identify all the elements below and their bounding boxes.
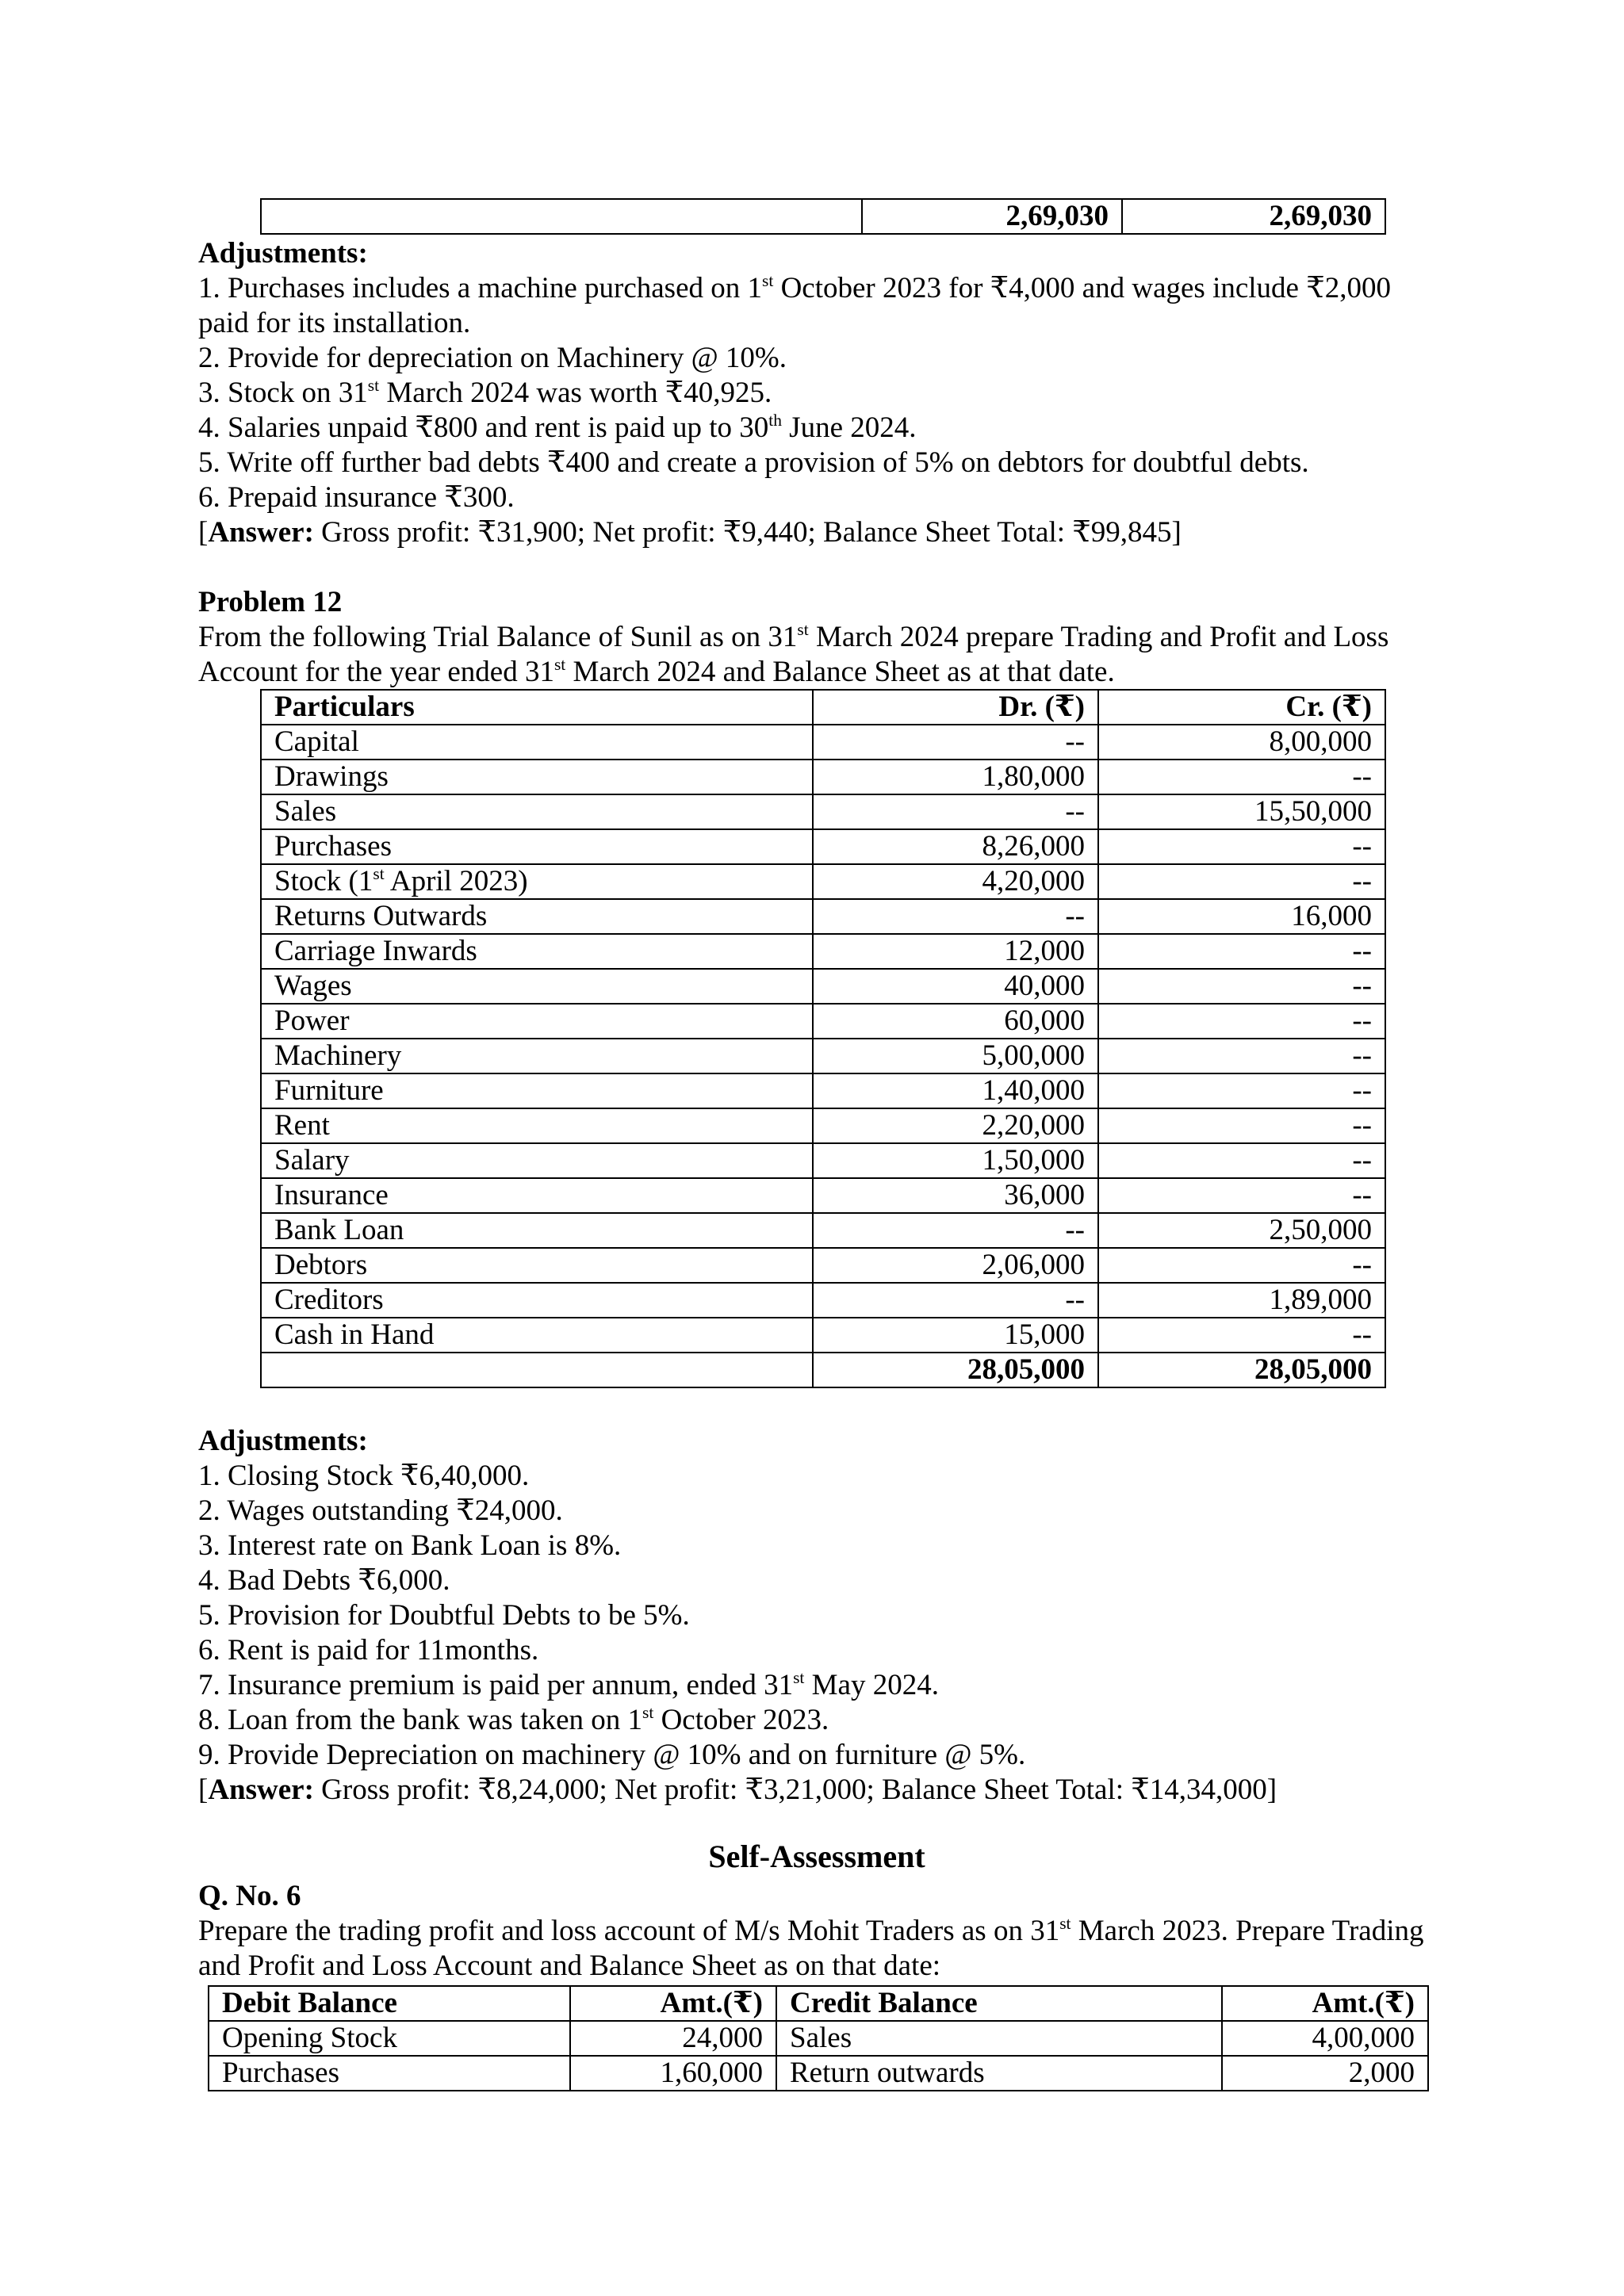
text-span: Prepare the trading profit and loss account of M/s Mohit Traders as on 31	[198, 1915, 1060, 1947]
particular-cell: Furniture	[261, 1073, 813, 1108]
cr-amount-cell: 16,000	[1098, 899, 1385, 934]
text-span: 5. Write off further bad debts ₹400 and create a provision of 5% on debtors for doubtful debts.	[198, 446, 1309, 479]
text-span: 2. Provide for depreciation on Machinery @ 10%.	[198, 342, 787, 374]
debit-amount-cell: 24,000	[570, 2021, 776, 2056]
debit-balance-cell: Opening Stock	[209, 2021, 570, 2056]
text-line	[198, 1459, 1435, 1494]
cr-amount-cell: --	[1098, 1108, 1385, 1143]
table-row	[261, 1248, 1385, 1283]
credit-amount-cell: 2,000	[1222, 2056, 1428, 2091]
text-span: June 2024.	[781, 411, 917, 444]
text-line	[198, 655, 1435, 690]
table-row	[261, 760, 1385, 794]
text-span: May 2024.	[804, 1669, 939, 1701]
cr-amount-cell: 2,50,000	[1098, 1213, 1385, 1248]
text-line	[198, 1914, 1435, 1949]
previous-table-totals	[260, 198, 1386, 235]
text-span: 7. Insurance premium is paid per annum, ended 31	[198, 1669, 794, 1701]
cr-amount-cell: --	[1098, 1039, 1385, 1073]
superscript: st	[642, 1702, 654, 1722]
particular-cell	[261, 1353, 813, 1387]
cr-amount-cell: --	[1098, 1073, 1385, 1108]
particular-cell: Capital	[261, 725, 813, 760]
adjustments-title: Adjustments:	[198, 237, 368, 270]
adjustments-section-12	[198, 1424, 1435, 1808]
text-line	[198, 1529, 1435, 1563]
superscript: st	[1059, 1913, 1071, 1933]
dr-amount-cell: 12,000	[813, 934, 1098, 969]
table-row	[261, 1004, 1385, 1039]
text-line	[198, 271, 1435, 306]
text-span: 1. Closing Stock ₹6,40,000.	[198, 1460, 530, 1492]
self-assessment-table	[208, 1985, 1429, 2091]
text-line	[198, 446, 1435, 480]
table-row	[261, 794, 1385, 829]
table-row	[261, 829, 1385, 864]
table-row	[261, 1283, 1385, 1318]
superscript: st	[553, 654, 566, 674]
debit-amount-cell: 1,60,000	[570, 2056, 776, 2091]
superscript: st	[762, 270, 774, 290]
dr-amount-cell: 4,20,000	[813, 864, 1098, 899]
table-row	[261, 725, 1385, 760]
dr-amount-cell: 40,000	[813, 969, 1098, 1004]
table-header-row	[209, 1986, 1428, 2021]
table-total-row	[261, 1353, 1385, 1387]
table-header-row	[261, 690, 1385, 725]
header-cr: Cr. (₹)	[1098, 690, 1385, 725]
total-dr: 2,69,030	[862, 199, 1122, 234]
table-row	[209, 2056, 1428, 2091]
dr-amount-cell: 15,000	[813, 1318, 1098, 1353]
credit-balance-cell: Return outwards	[776, 2056, 1222, 2091]
blank-cell	[261, 199, 862, 234]
answer-line: [Answer: Gross profit: ₹8,24,000; Net profit: ₹3,21,000; Balance Sheet Total: ₹14,34,000]	[198, 1774, 1277, 1806]
table-row	[261, 1108, 1385, 1143]
text-line	[198, 1703, 1435, 1738]
cr-amount-cell: --	[1098, 829, 1385, 864]
cr-amount-cell: 8,00,000	[1098, 725, 1385, 760]
particular-cell: Sales	[261, 794, 813, 829]
cr-amount-cell: 28,05,000	[1098, 1353, 1385, 1387]
table-row	[261, 199, 1385, 234]
header-debit-balance: Debit Balance	[209, 1986, 570, 2021]
dr-amount-cell: --	[813, 794, 1098, 829]
text-span: March 2023. Prepare Trading	[1071, 1915, 1424, 1947]
trial-balance-table	[260, 689, 1386, 1388]
problem-12-header	[198, 585, 1435, 690]
text-span: October 2023 for ₹4,000 and wages include ₹2,000	[773, 272, 1392, 304]
text-span: 4. Bad Debts ₹6,000.	[198, 1564, 450, 1597]
text-span: 3. Interest rate on Bank Loan is 8%.	[198, 1529, 622, 1562]
dr-amount-cell: --	[813, 725, 1098, 760]
table-row	[261, 1213, 1385, 1248]
cr-amount-cell: 1,89,000	[1098, 1283, 1385, 1318]
text-span: 8. Loan from the bank was taken on 1	[198, 1704, 642, 1736]
header-debit-amount: Amt.(₹)	[570, 1986, 776, 2021]
cr-amount-cell: 15,50,000	[1098, 794, 1385, 829]
answer-text: Gross profit: ₹8,24,000; Net profit: ₹3,21,000; Balance Sheet Total: ₹14,34,000]	[313, 1774, 1277, 1806]
cr-amount-cell: --	[1098, 969, 1385, 1004]
total-cr: 2,69,030	[1122, 199, 1385, 234]
credit-balance-cell: Sales	[776, 2021, 1222, 2056]
dr-amount-cell: --	[813, 1213, 1098, 1248]
cr-amount-cell: --	[1098, 1248, 1385, 1283]
superscript: th	[768, 410, 782, 430]
text-span: paid for its installation.	[198, 307, 471, 339]
text-line	[198, 1598, 1435, 1633]
text-line	[198, 1563, 1435, 1598]
particular-cell: Returns Outwards	[261, 899, 813, 934]
text-span: From the following Trial Balance of Sunil as on 31	[198, 621, 798, 653]
table-row	[261, 899, 1385, 934]
text-line	[198, 1633, 1435, 1668]
table-row	[261, 1318, 1385, 1353]
answer-text: Gross profit: ₹31,900; Net profit: ₹9,440; Balance Sheet Total: ₹99,845]	[313, 516, 1182, 549]
cr-amount-cell: --	[1098, 1143, 1385, 1178]
credit-amount-cell: 4,00,000	[1222, 2021, 1428, 2056]
adjustments-list	[198, 1459, 1435, 1773]
dr-amount-cell: 60,000	[813, 1004, 1098, 1039]
table-row	[261, 1039, 1385, 1073]
particular-cell: Insurance	[261, 1178, 813, 1213]
superscript: st	[793, 1667, 805, 1687]
text-span: 9. Provide Depreciation on machinery @ 10% and on furniture @ 5%.	[198, 1739, 1026, 1771]
debit-balance-cell: Purchases	[209, 2056, 570, 2091]
dr-amount-cell: 2,06,000	[813, 1248, 1098, 1283]
dr-amount-cell: 2,20,000	[813, 1108, 1098, 1143]
text-span: 6. Prepaid insurance ₹300.	[198, 481, 515, 514]
dr-amount-cell: 1,80,000	[813, 760, 1098, 794]
text-line	[198, 1494, 1435, 1529]
header-particulars: Particulars	[261, 690, 813, 725]
text-span: March 2024 and Balance Sheet as at that date.	[565, 656, 1115, 688]
dr-amount-cell: 28,05,000	[813, 1353, 1098, 1387]
adjustments-section-a	[198, 236, 1435, 550]
text-line	[198, 341, 1435, 376]
particular-cell: Machinery	[261, 1039, 813, 1073]
cr-amount-cell: --	[1098, 1318, 1385, 1353]
particular-cell: Creditors	[261, 1283, 813, 1318]
particular-cell: Debtors	[261, 1248, 813, 1283]
text-span: 4. Salaries unpaid ₹800 and rent is paid up to 30	[198, 411, 769, 444]
table-row	[261, 934, 1385, 969]
dr-amount-cell: 36,000	[813, 1178, 1098, 1213]
particular-cell: Carriage Inwards	[261, 934, 813, 969]
problem-intro	[198, 620, 1435, 690]
self-assessment-title: Self-Assessment	[708, 1839, 925, 1874]
text-line	[198, 1949, 1435, 1984]
problem-title: Problem 12	[198, 586, 343, 618]
cr-amount-cell: --	[1098, 1004, 1385, 1039]
dr-amount-cell: 1,50,000	[813, 1143, 1098, 1178]
dr-amount-cell: 5,00,000	[813, 1039, 1098, 1073]
text-span: October 2023.	[653, 1704, 829, 1736]
text-line	[198, 411, 1435, 446]
superscript: st	[797, 619, 809, 639]
header-dr: Dr. (₹)	[813, 690, 1098, 725]
dr-amount-cell: --	[813, 1283, 1098, 1318]
text-span: 1. Purchases includes a machine purchased on 1	[198, 272, 763, 304]
cr-amount-cell: --	[1098, 934, 1385, 969]
question-number: Q. No. 6	[198, 1880, 301, 1912]
text-span: 6. Rent is paid for 11months.	[198, 1634, 539, 1667]
table-row	[209, 2021, 1428, 2056]
particular-cell: Power	[261, 1004, 813, 1039]
text-span: Account for the year ended 31	[198, 656, 554, 688]
cr-amount-cell: --	[1098, 760, 1385, 794]
text-line	[198, 306, 1435, 341]
question-intro	[198, 1914, 1435, 1984]
dr-amount-cell: --	[813, 899, 1098, 934]
answer-line: [Answer: Gross profit: ₹31,900; Net profit: ₹9,440; Balance Sheet Total: ₹99,845]	[198, 516, 1182, 549]
superscript: st	[367, 375, 380, 395]
table-row	[261, 1143, 1385, 1178]
text-line	[198, 1738, 1435, 1773]
text-span: March 2024 prepare Trading and Profit and Loss	[808, 621, 1389, 653]
table-row	[261, 1178, 1385, 1213]
particular-cell: Rent	[261, 1108, 813, 1143]
table-row	[261, 969, 1385, 1004]
cr-amount-cell: --	[1098, 864, 1385, 899]
particular-cell: Drawings	[261, 760, 813, 794]
particular-cell: Stock (1st April 2023)	[261, 864, 813, 899]
text-line	[198, 620, 1435, 655]
text-line	[198, 1668, 1435, 1703]
dr-amount-cell: 1,40,000	[813, 1073, 1098, 1108]
particular-cell: Cash in Hand	[261, 1318, 813, 1353]
particular-cell: Purchases	[261, 829, 813, 864]
text-span: and Profit and Loss Account and Balance Sheet as on that date:	[198, 1950, 941, 1982]
answer-label: Answer:	[208, 516, 314, 549]
text-span: 5. Provision for Doubtful Debts to be 5%.	[198, 1599, 690, 1632]
text-line	[198, 376, 1435, 411]
self-assessment-section	[198, 1879, 1435, 1984]
particular-cell: Bank Loan	[261, 1213, 813, 1248]
table-row	[261, 1073, 1385, 1108]
answer-label: Answer:	[208, 1774, 314, 1806]
header-credit-amount: Amt.(₹)	[1222, 1986, 1428, 2021]
text-span: 3. Stock on 31	[198, 377, 368, 409]
text-span: March 2024 was worth ₹40,925.	[379, 377, 772, 409]
header-credit-balance: Credit Balance	[776, 1986, 1222, 2021]
dr-amount-cell: 8,26,000	[813, 829, 1098, 864]
text-line	[198, 480, 1435, 515]
table-row	[261, 864, 1385, 899]
text-span: 2. Wages outstanding ₹24,000.	[198, 1494, 563, 1527]
cr-amount-cell: --	[1098, 1178, 1385, 1213]
adjustments-title: Adjustments:	[198, 1425, 368, 1457]
particular-cell: Salary	[261, 1143, 813, 1178]
adjustments-list	[198, 271, 1435, 515]
particular-cell: Wages	[261, 969, 813, 1004]
